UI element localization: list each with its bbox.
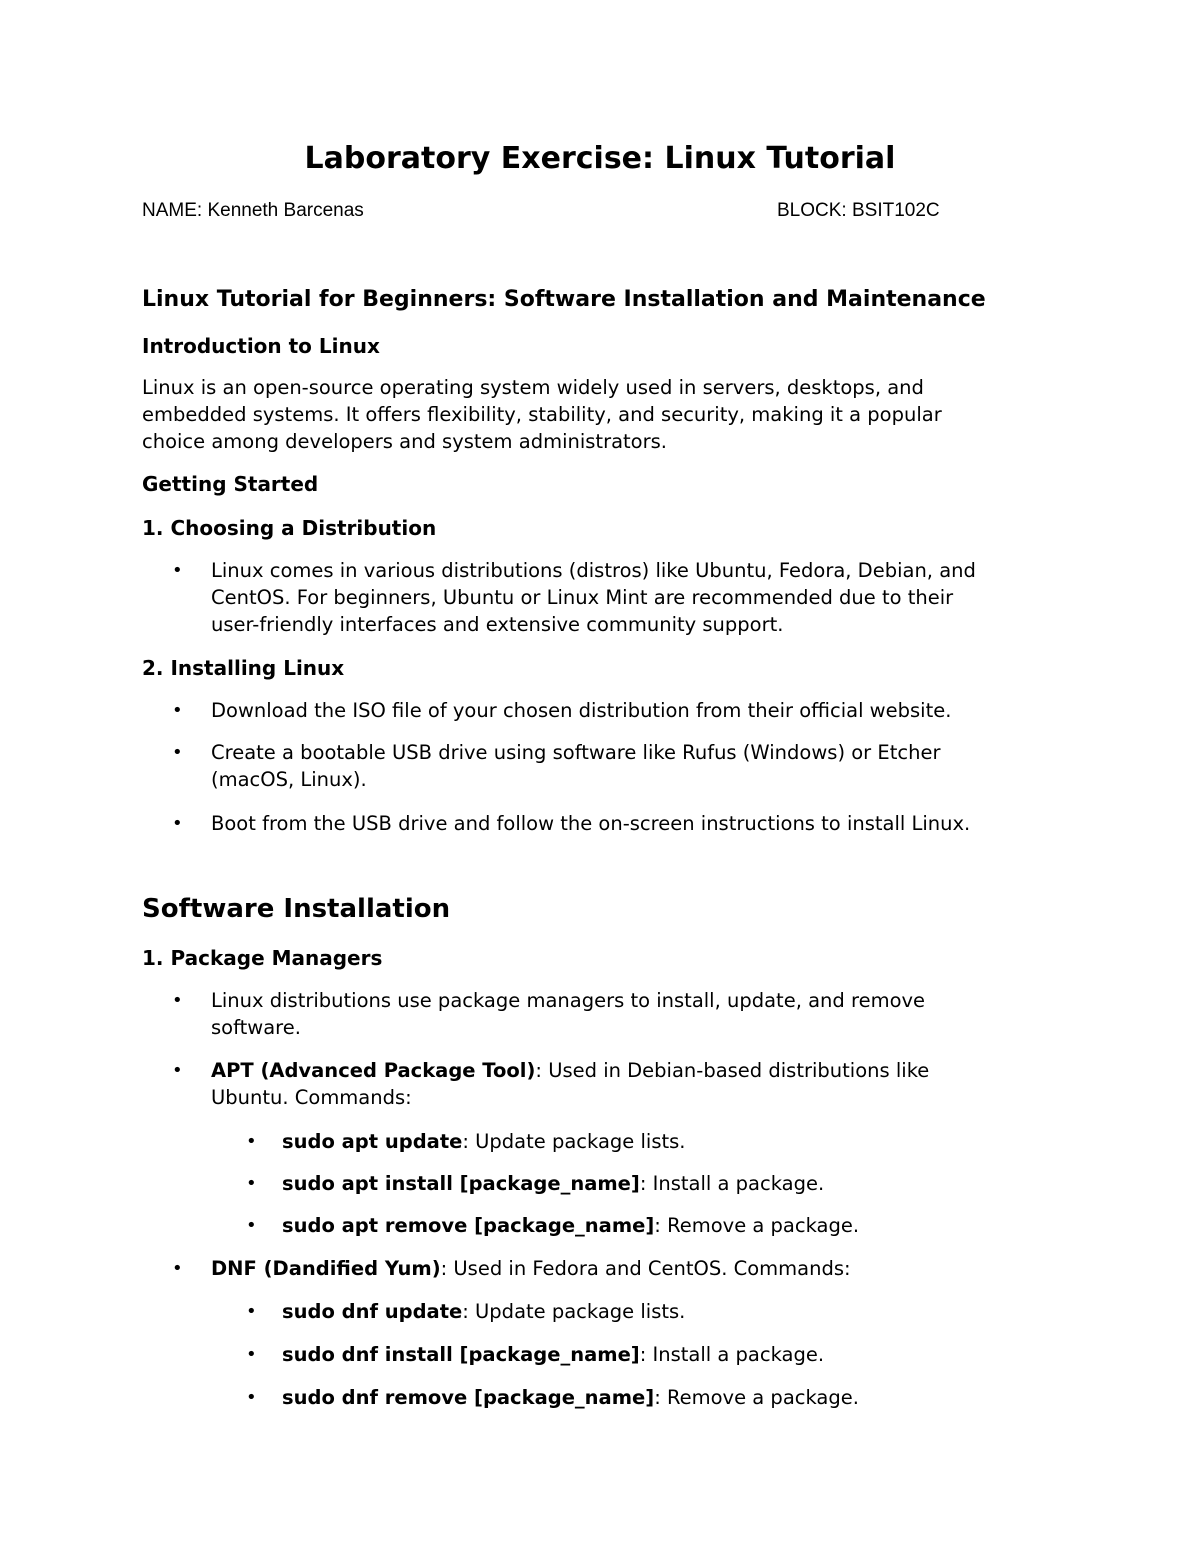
command-description: : Install a package. — [639, 1343, 825, 1366]
command: sudo apt install [package_name] — [282, 1172, 640, 1195]
getting-started-heading: Getting Started — [142, 472, 319, 496]
intro-paragraph — [142, 374, 1042, 455]
install-step-download: Download the ISO file of your chosen distribution from their official website. — [211, 699, 952, 722]
command-description: : Update package lists. — [462, 1300, 686, 1323]
command: sudo dnf install [package_name] — [282, 1343, 640, 1366]
intro-line-2: embedded systems. It offers flexibility, stability, and security, making it a popular — [142, 403, 942, 426]
install-step-boot: Boot from the USB drive and follow the on-screen instructions to install Linux. — [211, 812, 971, 835]
command-description: : Remove a package. — [654, 1386, 859, 1409]
dnf-description: : Used in Fedora and CentOS. Commands: — [440, 1257, 851, 1280]
software-installation-heading: Software Installation — [142, 894, 451, 924]
intro-line-1: Linux is an open-source operating system widely used in servers, desktops, and — [142, 376, 924, 399]
package-managers-line-2: software. — [211, 1016, 301, 1039]
bullet: • — [246, 1173, 257, 1194]
bullet: • — [172, 813, 183, 834]
install-step-usb-line-2: (macOS, Linux). — [211, 768, 367, 791]
bullet: • — [246, 1301, 257, 1322]
command: sudo dnf update — [282, 1300, 463, 1323]
bullet: • — [172, 560, 183, 581]
bullet: • — [246, 1215, 257, 1236]
choosing-distribution-heading: 1. Choosing a Distribution — [142, 516, 437, 540]
apt-description-line-2: Ubuntu. Commands: — [211, 1086, 412, 1109]
command: sudo dnf remove [package_name] — [282, 1386, 655, 1409]
command: sudo apt remove [package_name] — [282, 1214, 655, 1237]
distro-line-2: CentOS. For beginners, Ubuntu or Linux Mint are recommended due to their — [211, 586, 954, 609]
intro-line-3: choice among developers and system administrators. — [142, 430, 667, 453]
student-block: BLOCK: BSIT102C — [777, 200, 940, 221]
command-description: : Remove a package. — [654, 1214, 860, 1237]
bullet: • — [246, 1344, 257, 1365]
dnf-label: DNF (Dandified Yum) — [211, 1257, 441, 1280]
student-name: NAME: Kenneth Barcenas — [142, 200, 364, 221]
bullet: • — [172, 1060, 183, 1081]
installing-linux-heading: 2. Installing Linux — [142, 656, 345, 680]
document-title: Laboratory Exercise: Linux Tutorial — [304, 141, 896, 176]
bullet: • — [172, 742, 183, 763]
package-managers-heading: 1. Package Managers — [142, 946, 383, 970]
bullet: • — [172, 700, 183, 721]
bullet: • — [172, 1258, 183, 1279]
command-description: : Install a package. — [639, 1172, 825, 1195]
install-step-usb-line-1: Create a bootable USB drive using software like Rufus (Windows) or Etcher — [211, 741, 941, 764]
package-managers-line-1: Linux distributions use package managers to install, update, and remove — [211, 989, 926, 1012]
apt-label: APT (Advanced Package Tool) — [211, 1059, 536, 1082]
bullet: • — [172, 990, 183, 1011]
bullet: • — [246, 1131, 257, 1152]
apt-description: : Used in Debian-based distributions like — [535, 1059, 930, 1082]
bullet: • — [246, 1387, 257, 1408]
distro-line-3: user-friendly interfaces and extensive community support. — [211, 613, 784, 636]
command: sudo apt update — [282, 1130, 463, 1153]
intro-heading: Introduction to Linux — [142, 334, 380, 358]
distro-line-1: Linux comes in various distributions (distros) like Ubuntu, Fedora, Debian, and — [211, 559, 976, 582]
command-description: : Update package lists. — [462, 1130, 686, 1153]
main-heading: Linux Tutorial for Beginners: Software Installation and Maintenance — [142, 287, 986, 312]
